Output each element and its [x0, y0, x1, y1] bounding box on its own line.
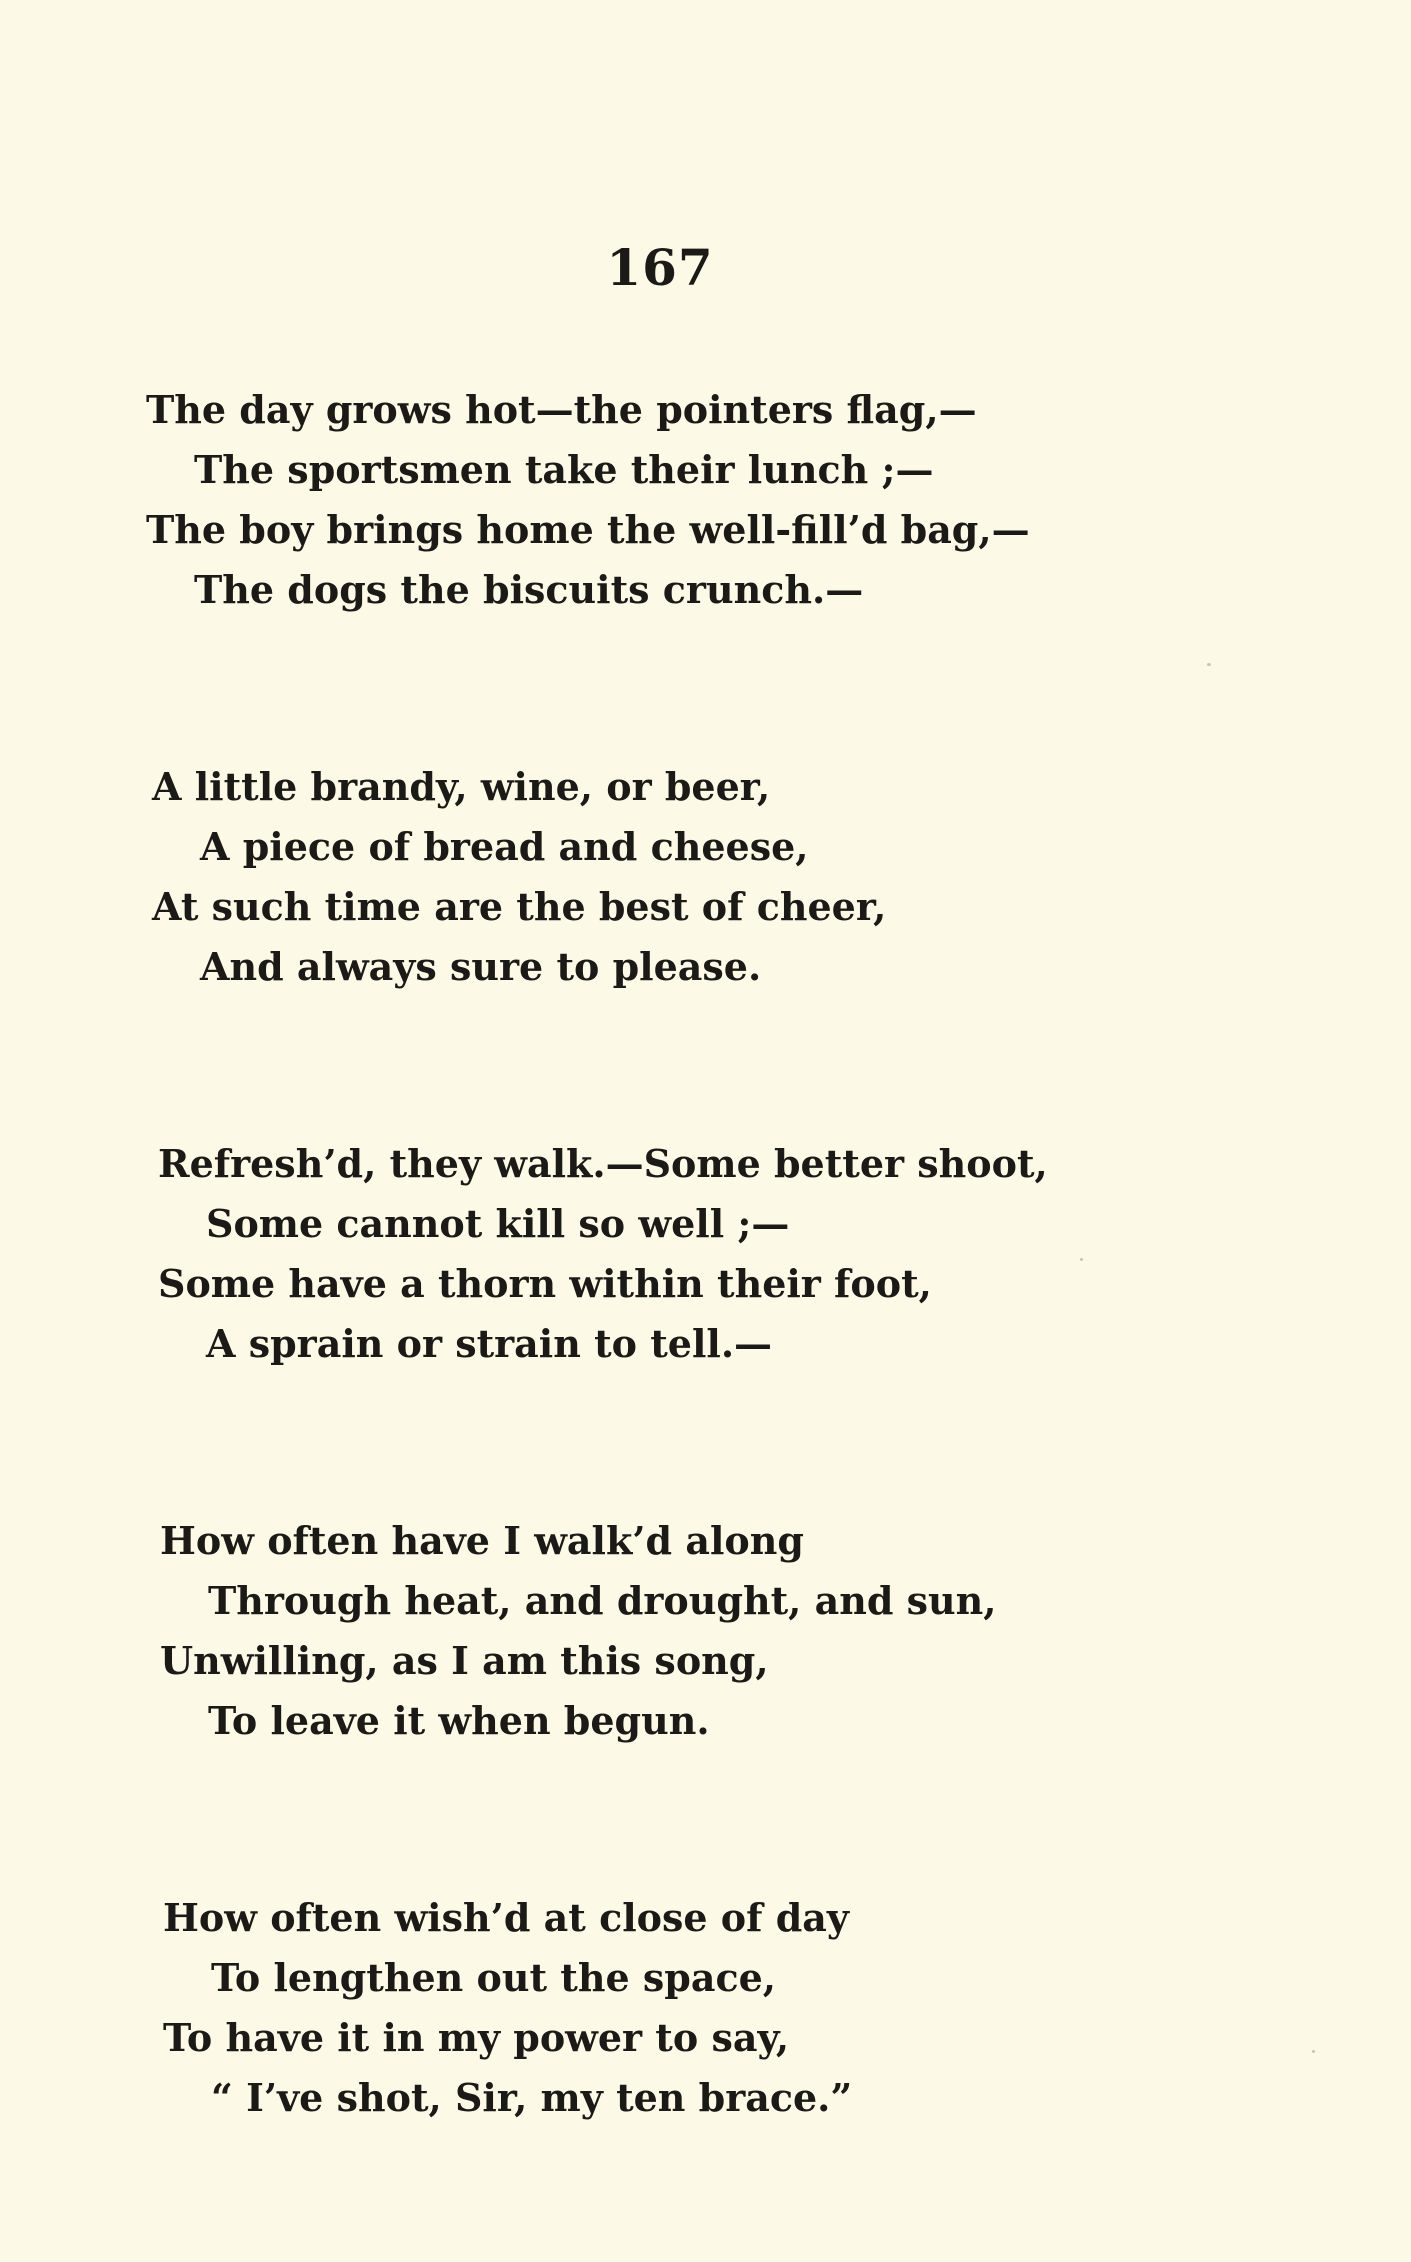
- poem-line: A sprain or strain to tell.—: [206, 1321, 773, 1366]
- poem-line: Through heat, and drought, and sun,: [208, 1578, 997, 1623]
- paper-speck: [1080, 1258, 1083, 1261]
- poem-line: And always sure to please.: [200, 944, 762, 989]
- poem-line: To lengthen out the space,: [211, 1955, 776, 2000]
- poem-line: How often have I walk’d along: [160, 1518, 804, 1563]
- poem-line: To have it in my power to say,: [163, 2015, 790, 2060]
- stanza-5: [163, 1888, 1296, 2128]
- poem-line: “ I’ve shot, Sir, my ten brace.”: [211, 2075, 853, 2120]
- poem-line: A little brandy, wine, or beer,: [152, 764, 771, 809]
- poem-line: Unwilling, as I am this song,: [160, 1638, 769, 1683]
- page-number: 167: [606, 238, 714, 297]
- poem-line: The boy brings home the well-fill’d bag,—: [146, 507, 1030, 552]
- poem: [146, 380, 1296, 2128]
- poem-line: The sportsmen take their lunch ;—: [194, 447, 934, 492]
- poem-line: The day grows hot—the pointers flag,—: [146, 387, 977, 432]
- paper-speck: [1312, 2050, 1315, 2053]
- poem-line: The dogs the biscuits crunch.—: [194, 567, 864, 612]
- poem-line: A piece of bread and cheese,: [200, 824, 809, 869]
- poem-line: To leave it when begun.: [208, 1698, 710, 1743]
- stanza-4: [160, 1511, 1296, 1751]
- paper-speck: [1207, 663, 1211, 666]
- poem-line: Some cannot kill so well ;—: [206, 1201, 790, 1246]
- poem-line: Refresh’d, they walk.—Some better shoot,: [158, 1141, 1048, 1186]
- stanza-1: [146, 380, 1296, 620]
- poem-line: Some have a thorn within their foot,: [158, 1261, 932, 1306]
- stanza-2: [152, 757, 1296, 997]
- poem-line: How often wish’d at close of day: [163, 1895, 849, 1940]
- stanza-3: [158, 1134, 1296, 1374]
- poem-line: At such time are the best of cheer,: [152, 884, 887, 929]
